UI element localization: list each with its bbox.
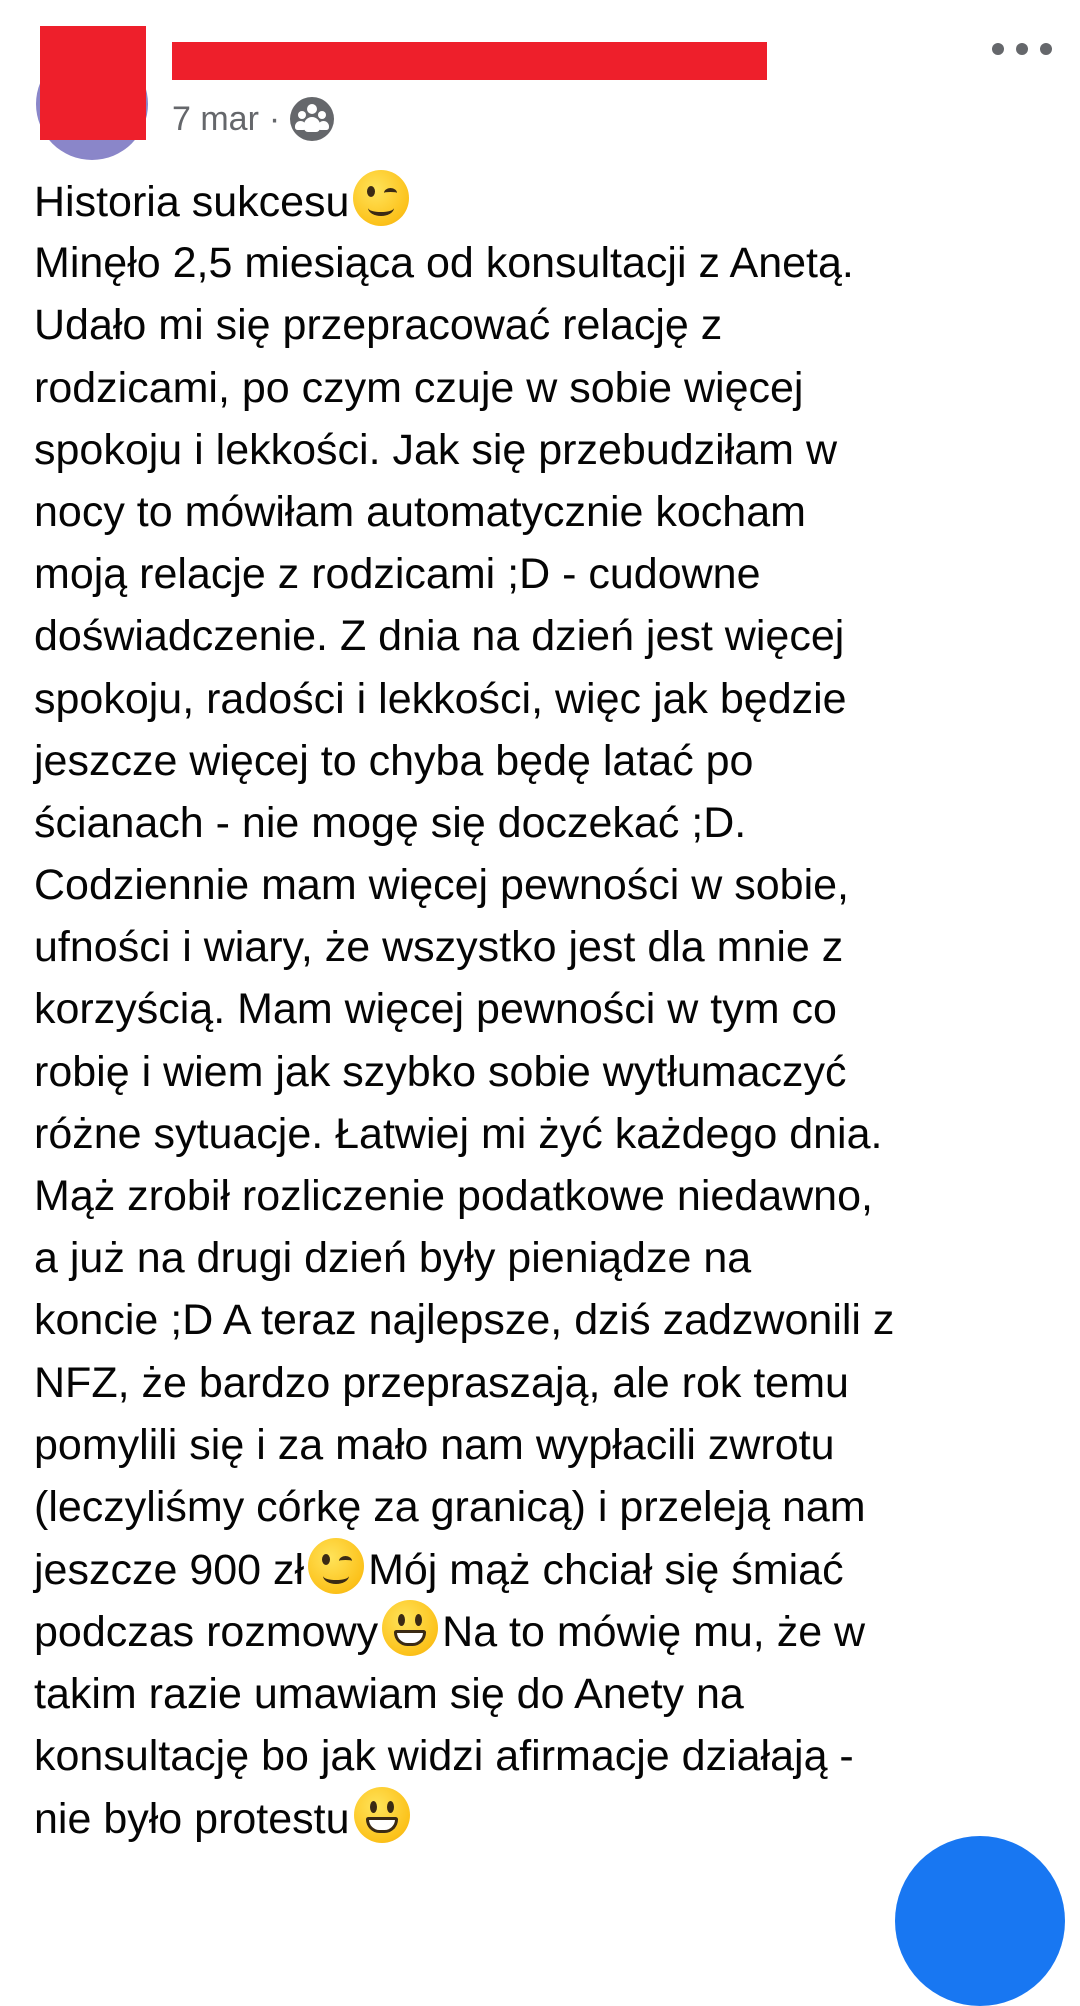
post-line [34,1103,1044,1165]
post-line [34,730,1044,792]
post-line [34,668,1044,730]
author-name-redaction [172,42,767,80]
post-line [34,232,1044,294]
post-line-text: NFZ, że bardzo przepraszają, ale rok temu [34,1358,849,1407]
post-line-text-after: Mój mąż chciał się śmiać [368,1546,844,1595]
post-line-text: moją relacje z rodzicami ;D - cudowne [34,550,761,599]
more-horizontal-icon [992,43,1004,55]
post-line [34,605,1044,667]
post-meta [172,96,334,142]
post-line-text: nie było protestu [34,1794,350,1843]
winking-face-icon [353,170,409,226]
post-line [34,294,1044,356]
post-line [34,1663,1044,1725]
post-text [34,170,1044,1849]
post-line [34,1538,1044,1600]
post-line-text: rodzicami, po czym czuje w sobie więcej [34,363,804,412]
post-line [34,1725,1044,1787]
post-line-text: Mąż zrobił rozliczenie podatkowe niedawno, [34,1172,873,1220]
post-line [34,170,1044,232]
author-name-link[interactable] [172,32,767,82]
post-timestamp[interactable]: 7 mar [172,99,259,138]
post-line-text: podczas rozmowy [34,1608,379,1657]
meta-separator: · [268,99,281,138]
group-icon[interactable] [290,97,334,141]
post-line [34,1165,1044,1227]
post-line [34,543,1044,605]
post-line [34,357,1044,419]
more-dot [1040,43,1052,55]
post-line [34,978,1044,1040]
post-line [34,916,1044,978]
post-line [34,1352,1044,1414]
post-line-text: spokoju, radości i lekkości, więc jak będzie [34,674,847,723]
post-line-text: różne sytuacje. Łatwiej mi żyć każdego dnia. [34,1109,883,1158]
post-line [34,792,1044,854]
post-line-text-after: Na to mówię mu, że w [442,1608,866,1657]
post-line-text: pomylili się i za mało nam wypłacili zwrotu [34,1420,835,1469]
post-line-text: konsultację bo jak widzi afirmacje działają - [34,1731,854,1780]
post-line [34,1289,1044,1351]
more-dot [1016,43,1028,55]
post-header [0,0,1080,160]
avatar-redaction [40,26,146,140]
post-line-text: doświadczenie. Z dnia na dzień jest więcej [34,612,845,661]
post-line [34,1227,1044,1289]
grinning-face-icon [382,1600,438,1656]
post-line-text: nocy to mówiłam automatycznie kocham [34,487,806,536]
post-line-text: ufności i wiary, że wszystko jest dla mnie z [34,923,844,972]
avatar[interactable] [36,26,146,140]
post-line-text: spokoju i lekkości. Jak się przebudziłam w [34,425,837,474]
winking-face-icon [308,1538,364,1594]
grinning-face-icon [354,1787,410,1843]
post-line [34,419,1044,481]
post-line [34,1600,1044,1662]
post-line-text: ścianach - nie mogę się doczekać ;D. [34,798,747,847]
post-line-text: korzyścią. Mam więcej pewności w tym co [34,985,837,1034]
post-line [34,1414,1044,1476]
post-line-text: Codziennie mam więcej pewności w sobie, [34,861,849,910]
post-line-text: Minęło 2,5 miesiąca od konsultacji z Anetą. [34,239,854,288]
post-line [34,854,1044,916]
more-options-button[interactable] [992,34,1052,64]
post-line [34,1476,1044,1538]
post-line-text: jeszcze 900 zł [34,1546,305,1595]
post-line [34,1787,1044,1849]
post-line [34,1041,1044,1103]
post-line-text: robię i wiem jak szybko sobie wytłumaczyć [34,1047,847,1096]
post-line-text: (leczyliśmy córkę za granicą) i przeleją nam [34,1482,866,1531]
post-line-text: koncie ;D A teraz najlepsze, dziś zadzwonili z [34,1296,895,1345]
floating-action-button[interactable] [895,1836,1065,2006]
post-line-text: Historia sukcesu [34,178,350,226]
post-line-text: takim razie umawiam się do Anety na [34,1669,744,1718]
post-line-text: a już na drugi dzień były pieniądze na [34,1234,752,1283]
post-line-text: Udało mi się przepracować relację z [34,301,723,350]
post-line [34,481,1044,543]
post-line-text: jeszcze więcej to chyba będę latać po [34,736,754,785]
